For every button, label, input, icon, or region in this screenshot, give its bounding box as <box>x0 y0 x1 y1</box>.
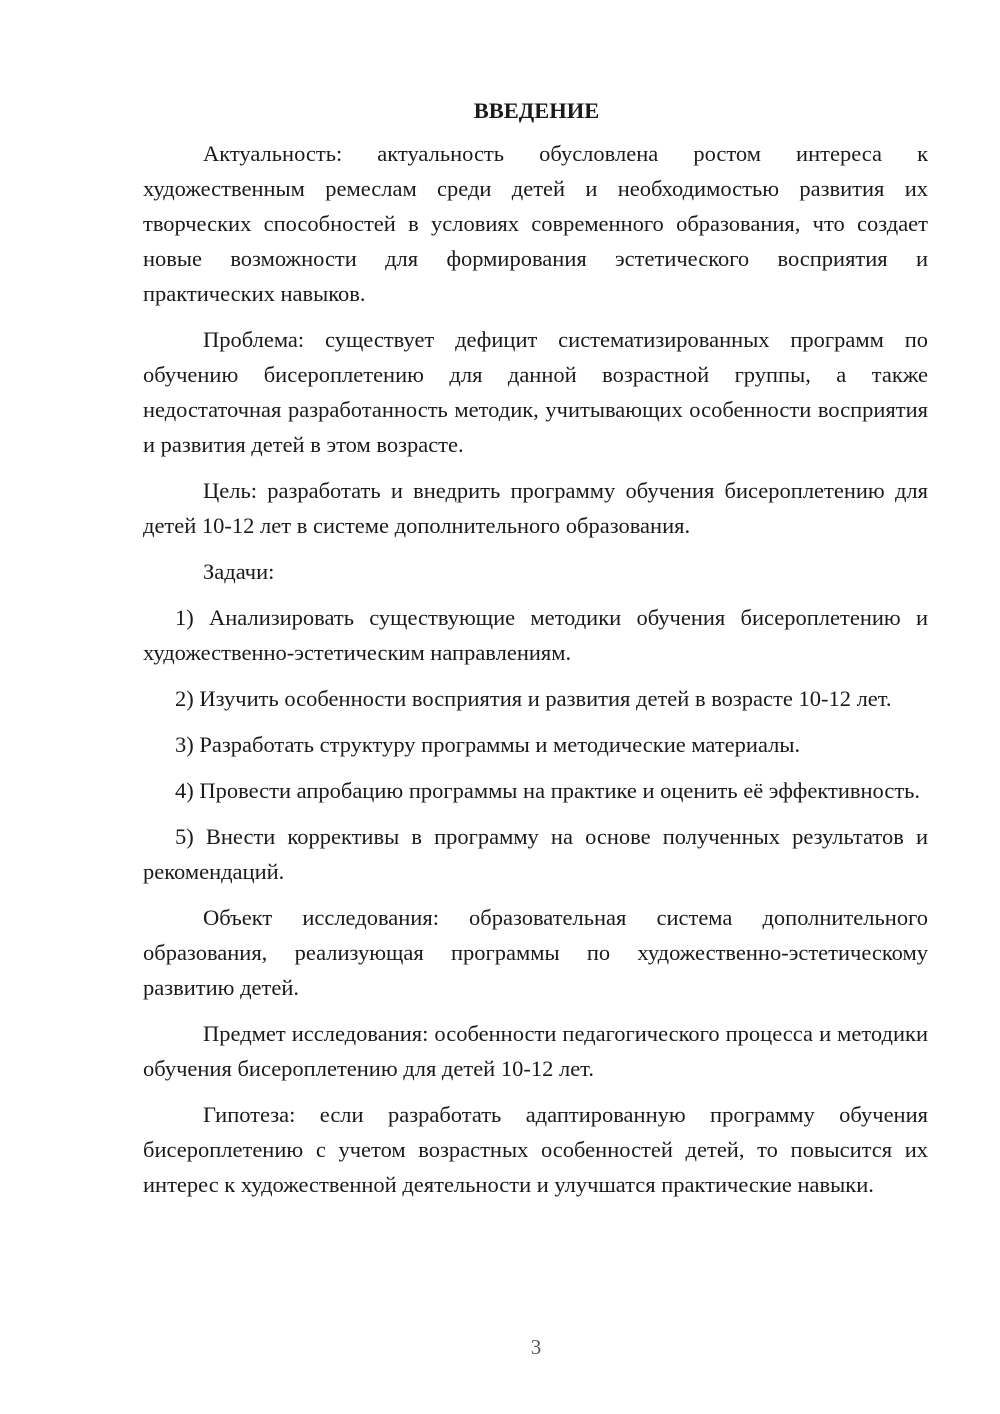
task-item-1: 1) Анализировать существующие методики обучения бисероплетению и художественно-эстетическим направлениям. <box>143 605 928 665</box>
paragraph-problem: Проблема: существует дефицит систематизированных программ по обучению бисероплетению для данной возрастной группы, а также недостаточная разработанность методик, учитывающих особенности восприятия и развития детей в этом возрасте. <box>143 327 928 457</box>
paragraph-object: Объект исследования: образовательная система дополнительного образования, реализующая программы по художественно-эстетическому развитию детей. <box>143 905 928 1000</box>
section-title: ВВЕДЕНИЕ <box>473 98 600 123</box>
page-number: 3 <box>530 1335 542 1359</box>
paragraph-tasks-heading: Задачи: <box>203 559 275 584</box>
task-item-4: 4) Провести апробацию программы на практике и оценить её эффективность. <box>175 778 921 803</box>
paragraph-relevance: Актуальность: актуальность обусловлена ростом интереса к художественным ремеслам среди детей и необходимостью развития их творческих способностей в условиях современного образования, что создает новые возможности для формирования эстетического восприятия и практических навыков. <box>143 141 928 306</box>
task-item-3: 3) Разработать структуру программы и методические материалы. <box>175 732 801 757</box>
paragraph-subject: Предмет исследования: особенности педагогического процесса и методики обучения бисероплетению для детей 10-12 лет. <box>143 1021 928 1081</box>
paragraph-hypothesis: Гипотеза: если разработать адаптированную программу обучения бисероплетению с учетом возрастных особенностей детей, то повысится их интерес к художественной деятельности и улучшатся практические навыки. <box>143 1102 928 1197</box>
paragraph-goal: Цель: разработать и внедрить программу обучения бисероплетению для детей 10-12 лет в системе дополнительного образования. <box>143 478 928 538</box>
task-item-2: 2) Изучить особенности восприятия и развития детей в возрасте 10-12 лет. <box>175 686 892 711</box>
page-body <box>143 96 928 1213</box>
task-item-5: 5) Внести коррективы в программу на основе полученных результатов и рекомендаций. <box>143 824 928 884</box>
